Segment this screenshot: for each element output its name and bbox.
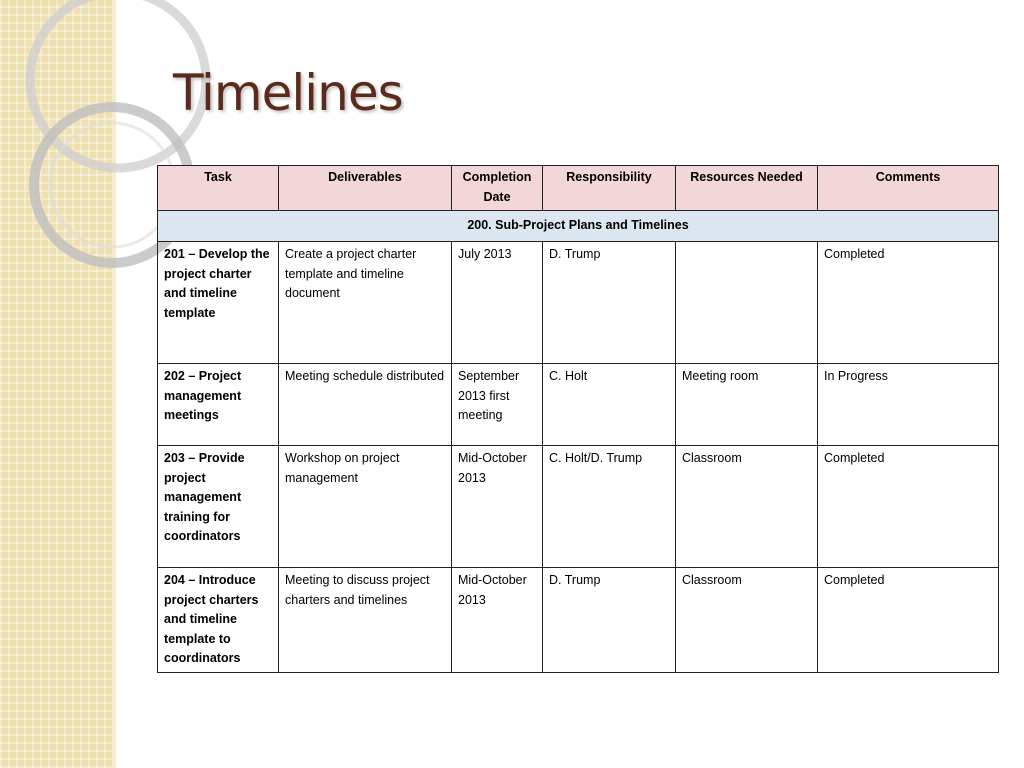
deliverables-cell: Workshop on project management bbox=[279, 446, 452, 568]
deliverables-cell: Meeting to discuss project charters and timelines bbox=[279, 568, 452, 673]
table-row bbox=[158, 568, 999, 673]
timeline-table bbox=[157, 165, 999, 673]
resources-cell bbox=[676, 242, 818, 364]
decorative-side-strip bbox=[0, 0, 114, 768]
completion-date-cell: Mid-October 2013 bbox=[452, 446, 543, 568]
completion-date-cell: Mid-October 2013 bbox=[452, 568, 543, 673]
resources-cell: Classroom bbox=[676, 568, 818, 673]
completion-date-cell: September 2013 first meeting bbox=[452, 364, 543, 446]
page-title: Timelines bbox=[173, 64, 403, 122]
section-row bbox=[158, 211, 999, 242]
header-completion-date: Completion Date bbox=[452, 166, 543, 211]
task-cell: 202 – Project management meetings bbox=[158, 364, 279, 446]
comments-cell: Completed bbox=[818, 446, 999, 568]
table-row bbox=[158, 242, 999, 364]
header-resources-needed: Resources Needed bbox=[676, 166, 818, 211]
responsibility-cell: D. Trump bbox=[543, 242, 676, 364]
task-cell: 204 – Introduce project charters and timeline template to coordinators bbox=[158, 568, 279, 673]
deliverables-cell: Create a project charter template and timeline document bbox=[279, 242, 452, 364]
completion-date-cell: July 2013 bbox=[452, 242, 543, 364]
deliverables-cell: Meeting schedule distributed bbox=[279, 364, 452, 446]
comments-cell: Completed bbox=[818, 568, 999, 673]
header-task: Task bbox=[158, 166, 279, 211]
table-header-row bbox=[158, 166, 999, 211]
header-comments: Comments bbox=[818, 166, 999, 211]
side-strip-edge bbox=[113, 0, 116, 768]
responsibility-cell: C. Holt/D. Trump bbox=[543, 446, 676, 568]
task-cell: 203 – Provide project management training for coordinators bbox=[158, 446, 279, 568]
responsibility-cell: D. Trump bbox=[543, 568, 676, 673]
comments-cell: Completed bbox=[818, 242, 999, 364]
table-row bbox=[158, 446, 999, 568]
header-responsibility: Responsibility bbox=[543, 166, 676, 211]
comments-cell: In Progress bbox=[818, 364, 999, 446]
section-title: 200. Sub-Project Plans and Timelines bbox=[158, 211, 999, 242]
responsibility-cell: C. Holt bbox=[543, 364, 676, 446]
header-deliverables: Deliverables bbox=[279, 166, 452, 211]
task-cell: 201 – Develop the project charter and timeline template bbox=[158, 242, 279, 364]
resources-cell: Meeting room bbox=[676, 364, 818, 446]
resources-cell: Classroom bbox=[676, 446, 818, 568]
table-row bbox=[158, 364, 999, 446]
